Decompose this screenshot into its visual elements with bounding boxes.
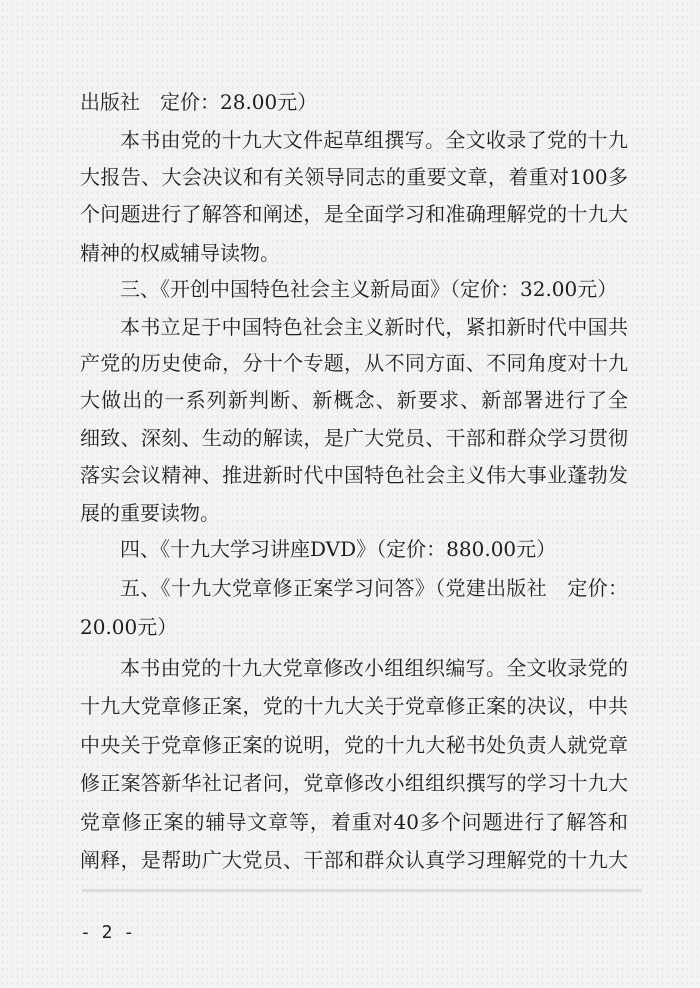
paragraph-line: 本书由党的十九大党章修改小组组织编写。全文收录党的 bbox=[120, 656, 628, 680]
paragraph-line: 修正案答新华社记者问，党章修改小组组织撰写的学习十九大 bbox=[80, 771, 628, 795]
paragraph-line: 产党的历史使命，分十个专题，从不同方面、不同角度对十九 bbox=[80, 351, 628, 375]
paragraph-line: 本书立足于中国特色社会主义新时代，紧扣新时代中国共 bbox=[120, 315, 628, 339]
paragraph-line: 精神的权威辅导读物。 bbox=[80, 241, 280, 265]
section-heading-5-cont: 20.00元） bbox=[80, 615, 178, 639]
section-heading-4: 四、《十九大学习讲座DVD》（定价：880.00元） bbox=[120, 537, 557, 561]
text-line: 出版社 定价：28.00元） bbox=[80, 90, 318, 114]
section-heading-3: 三、《开创中国特色社会主义新局面》（定价：32.00元） bbox=[120, 277, 618, 301]
footer-divider bbox=[82, 889, 642, 892]
paragraph-line: 中央关于党章修正案的说明，党的十九大秘书处负责人就党章 bbox=[80, 733, 628, 757]
paragraph-line: 落实会议精神、推进新时代中国特色社会主义伟大事业蓬勃发 bbox=[80, 463, 628, 487]
paragraph-line: 大做出的一系列新判断、新概念、新要求、新部署进行了全 bbox=[80, 388, 628, 412]
paragraph-line: 个问题进行了解答和阐述，是全面学习和准确理解党的十九大 bbox=[80, 202, 628, 226]
paragraph-line: 阐释，是帮助广大党员、干部和群众认真学习理解党的十九大 bbox=[80, 848, 628, 872]
paragraph-line: 党章修正案的辅导文章等，着重对40多个问题进行了解答和 bbox=[80, 810, 628, 834]
page-number: - 2 - bbox=[80, 922, 135, 943]
paragraph-line: 细致、深刻、生动的解读，是广大党员、干部和群众学习贯彻 bbox=[80, 426, 628, 450]
paragraph-line: 大报告、大会决议和有关领导同志的重要文章，着重对100多 bbox=[80, 165, 628, 189]
section-heading-5: 五、《十九大党章修正案学习问答》（党建出版社 定价： bbox=[120, 576, 628, 600]
paragraph-line: 展的重要读物。 bbox=[80, 501, 220, 525]
paragraph-line: 本书由党的十九大文件起草组撰写。全文收录了党的十九 bbox=[120, 128, 628, 152]
paragraph-line: 十九大党章修正案，党的十九大关于党章修正案的决议，中共 bbox=[80, 694, 628, 718]
